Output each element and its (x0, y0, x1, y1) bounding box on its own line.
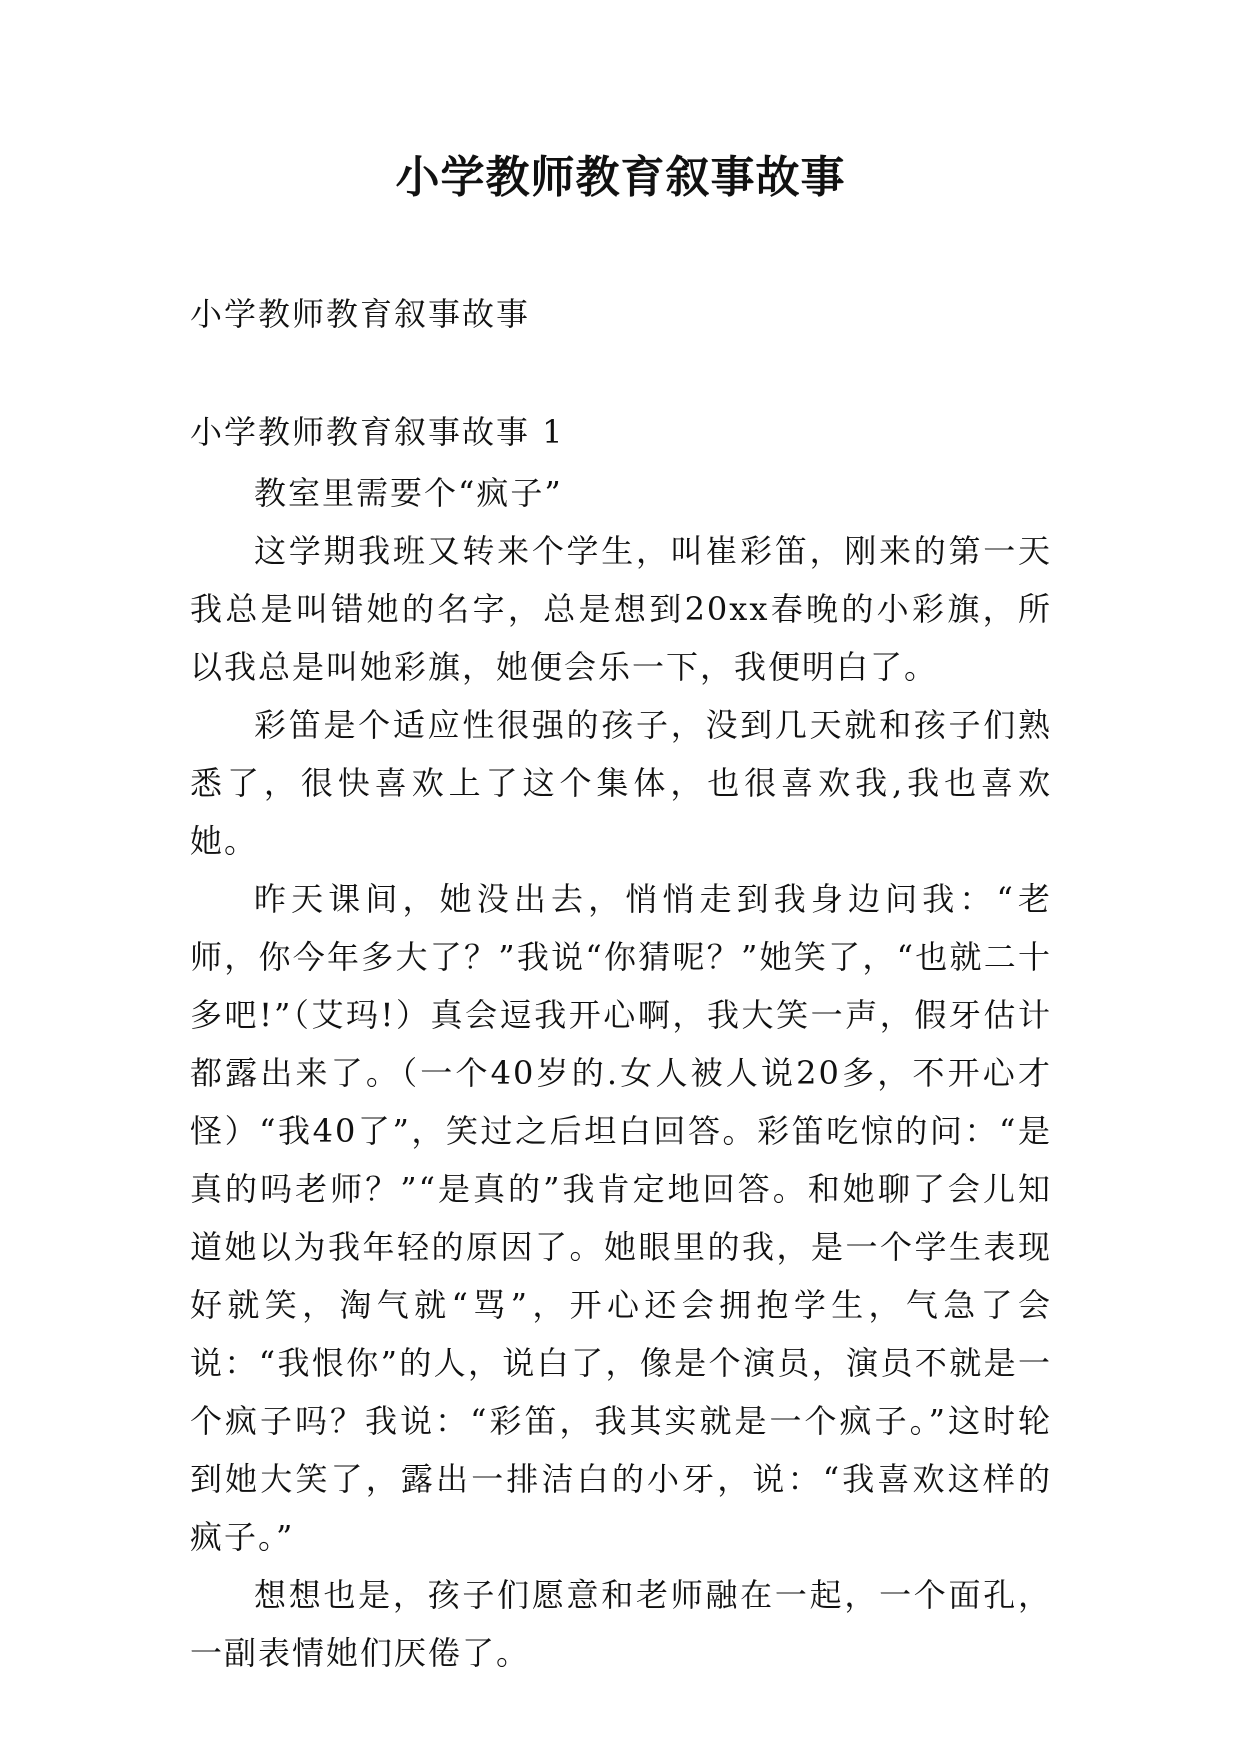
body-paragraph: 昨天课间，她没出去，悄悄走到我身边问我：“老师，你今年多大了？”我说“你猜呢？”她笑了，“也就二十多吧!”（艾玛!）真会逗我开心啊，我大笑一声，假牙估计都露出来了。（一个40岁的.女人被人说20多，不开心才怪）“我40了”，笑过之后坦白回答。彩笛吃惊的问：“是真的吗老师？”“是真的”我肯定地回答。和她聊了会儿知道她以为我年轻的原因了。她眼里的我，是一个学生表现好就笑，淘气就“骂”，开心还会拥抱学生，气急了会说：“我恨你”的人，说白了，像是个演员，演员不就是一个疯子吗？我说：“彩笛，我其实就是一个疯子。”这时轮到她大笑了，露出一排洁白的小牙，说：“我喜欢这样的疯子。” (190, 880, 1052, 1556)
body-paragraph: 彩笛是个适应性很强的孩子，没到几天就和孩子们熟悉了，很快喜欢上了这个集体，也很喜欢我,我也喜欢她。 (190, 706, 1052, 860)
story-body (190, 464, 1052, 1682)
document-subtitle: 小学教师教育叙事故事 (190, 295, 531, 333)
body-paragraph: 想想也是，孩子们愿意和老师融在一起，一个面孔，一副表情她们厌倦了。 (190, 1576, 1052, 1672)
section-heading: 小学教师教育叙事故事 1 (190, 413, 565, 451)
body-paragraph: 这学期我班又转来个学生，叫崔彩笛，刚来的第一天我总是叫错她的名字，总是想到20xx春晚的小彩旗，所以我总是叫她彩旗，她便会乐一下，我便明白了。 (190, 532, 1052, 686)
document-title: 小学教师教育叙事故事 (395, 152, 846, 203)
story-heading-paragraph: 教室里需要个“疯子” (254, 474, 563, 512)
